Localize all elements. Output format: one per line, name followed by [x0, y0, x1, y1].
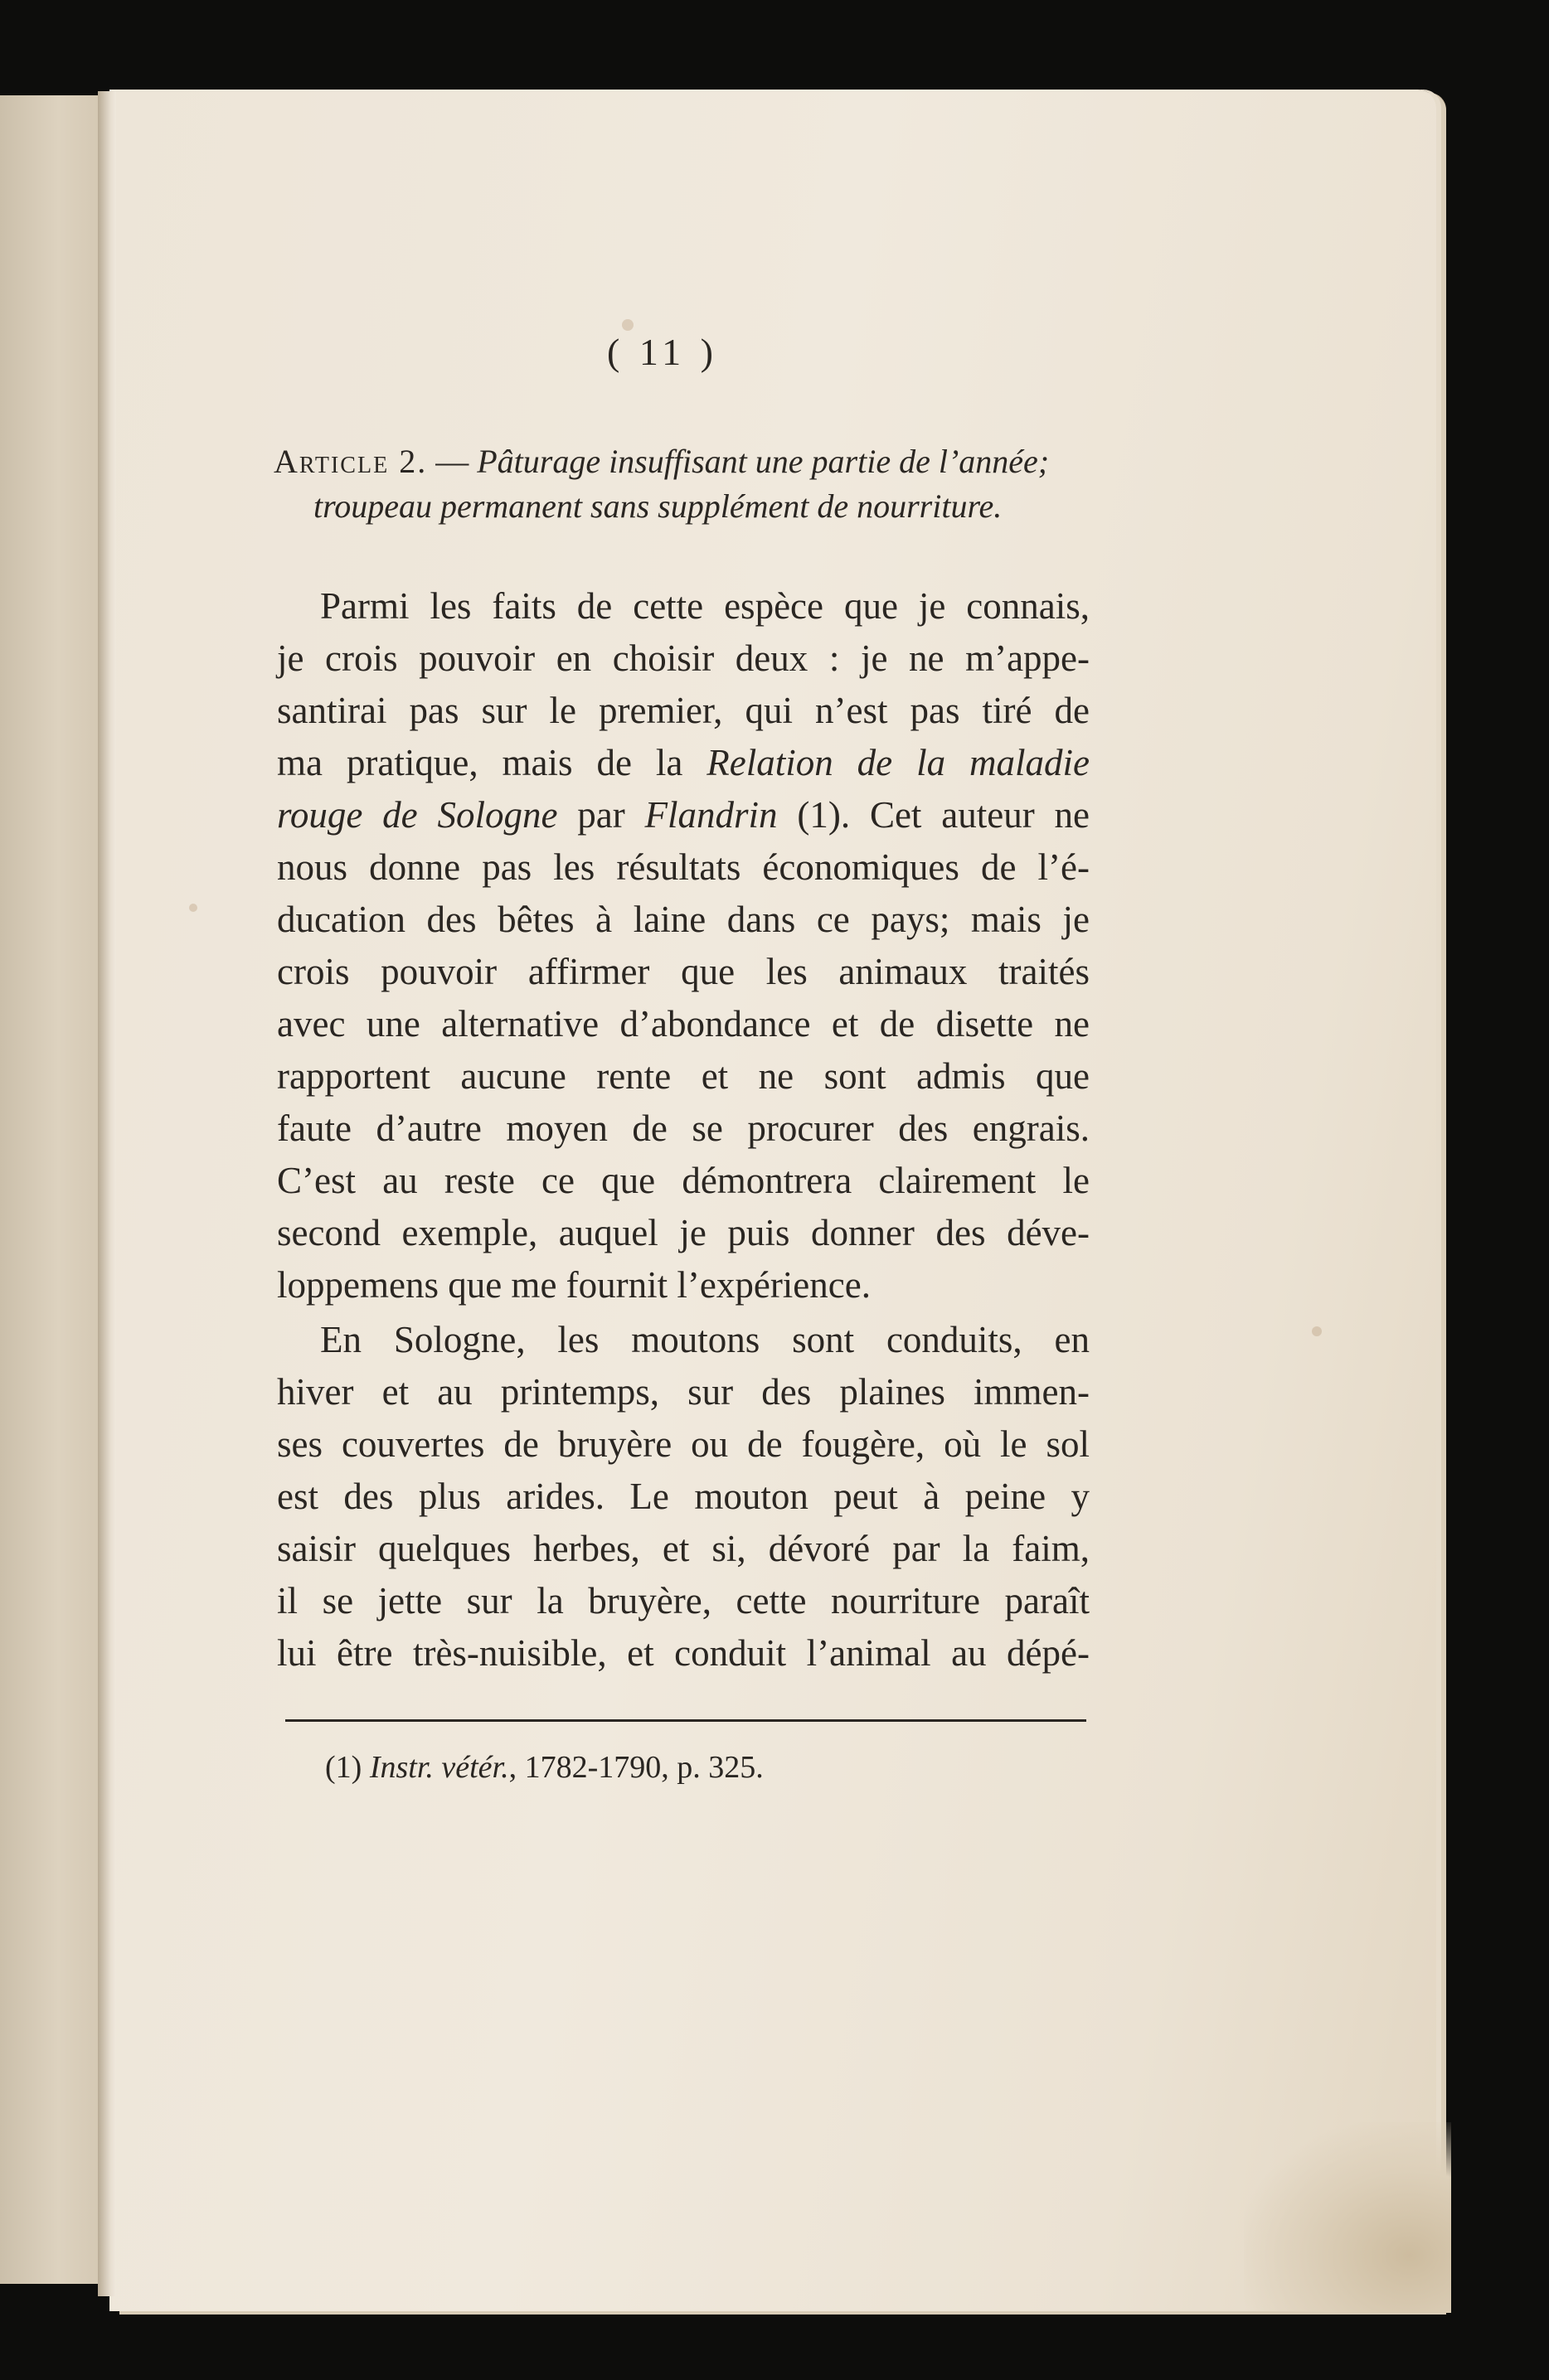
text-line: faute d’autre moyen de se procurer des engrais. [277, 1108, 1090, 1149]
text-line [277, 741, 1090, 784]
text-line: En Sologne, les moutons sont conduits, en [320, 1319, 1090, 1360]
author-name: Flandrin [644, 794, 778, 836]
footnote-marker: (1) [325, 1750, 370, 1785]
footnote [325, 1749, 764, 1786]
footnote-rule [285, 1719, 1086, 1722]
article-label: Article 2. [274, 443, 428, 480]
text-line: ducation des bêtes à laine dans ce pays; mais je [277, 899, 1090, 940]
foxing-spot [189, 904, 197, 912]
work-title: Relation de la maladie [707, 742, 1090, 783]
text-line: saisir quelques herbes, et si, dévoré par la faim, [277, 1528, 1090, 1569]
work-title: rouge de Sologne [277, 794, 558, 836]
text-line: Parmi les faits de cette espèce que je connais, [320, 585, 1090, 627]
footnote-source: Instr. vétér. [369, 1750, 509, 1785]
text-line [277, 793, 1090, 836]
heading-title-line2: troupeau permanent sans supplément de nourriture. [313, 487, 1003, 525]
text-line: loppemens que me fournit l’expérience. [277, 1264, 871, 1306]
text-line: crois pouvoir affirmer que les animaux traités [277, 951, 1090, 992]
heading-dash: — [427, 443, 478, 480]
text-line: santirai pas sur le premier, qui n’est pas tiré de [277, 690, 1090, 731]
text-line: C’est au reste ce que démontrera clairement le [277, 1160, 1090, 1201]
text-run: (1). Cet auteur ne [777, 794, 1090, 836]
article-heading [274, 439, 1111, 529]
text-line: il se jette sur la bruyère, cette nourriture paraît [277, 1580, 1090, 1621]
facing-page-edge [0, 95, 106, 2284]
text-line: second exemple, auquel je puis donner des déve- [277, 1212, 1090, 1253]
book-gutter [98, 91, 116, 2296]
text-run: ma pratique, mais de la [277, 742, 707, 783]
heading-title-line1: Pâturage insuffisant une partie de l’année; [477, 443, 1050, 480]
text-line: avec une alternative d’abondance et de disette ne [277, 1003, 1090, 1045]
page-number: ( 11 ) [607, 331, 718, 373]
foxing-spot [622, 319, 634, 331]
footnote-citation: , 1782-1790, p. 325. [508, 1750, 764, 1785]
text-run: par [557, 794, 645, 836]
text-line: rapportent aucune rente et ne sont admis que [277, 1055, 1090, 1097]
text-line: est des plus arides. Le mouton peut à peine y [277, 1476, 1090, 1517]
text-line: hiver et au printemps, sur des plaines immen- [277, 1371, 1090, 1413]
text-line: nous donne pas les résultats économiques de l’é- [277, 846, 1090, 888]
text-line: je crois pouvoir en choisir deux : je ne m’appe- [277, 637, 1090, 679]
text-line: lui être très-nuisible, et conduit l’animal au dépé- [277, 1632, 1090, 1674]
text-line: ses couvertes de bruyère ou de fougère, où le sol [277, 1423, 1090, 1465]
worn-corner [1244, 2122, 1451, 2313]
foxing-spot [1312, 1326, 1322, 1336]
